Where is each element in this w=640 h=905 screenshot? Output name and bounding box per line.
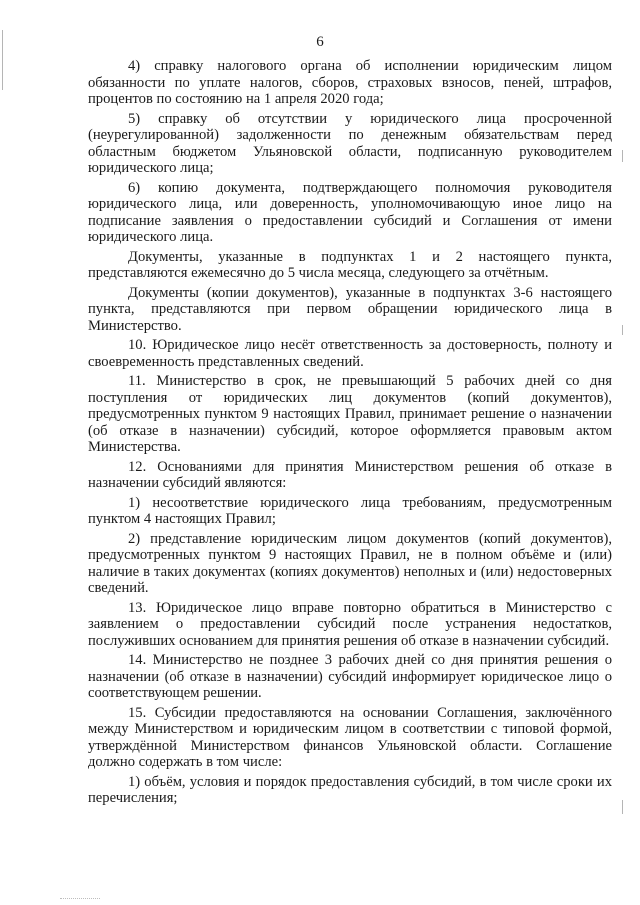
paragraph-item-6: 6) копию документа, подтверждающего полномочия руководителя юридического лица, или доверенность, уполномочивающую иное лицо на подписание заявления о предоставлении субсидий и Соглашения от имени юридического лица. bbox=[88, 179, 612, 245]
paragraph-clause-14: 14. Министерство не позднее 3 рабочих дней со дня принятия решения о назначении (об отказе в назначении) субсидий информирует юридическое лицо о соответствующем решении. bbox=[88, 652, 612, 701]
scan-edge-mark bbox=[2, 30, 3, 90]
paragraph-item-4: 4) справку налогового органа об исполнении юридическим лицом обязанности по уплате налогов, сборов, страховых взносов, пеней, штрафов, процентов по состоянию на 1 апреля 2020 года; bbox=[88, 58, 612, 107]
scan-edge-mark bbox=[622, 800, 623, 814]
paragraph-clause-15: 15. Субсидии предоставляются на основании Соглашения, заключённого между Министерством и юридическим лицом в соответствии с типовой формой, утверждённой Министерством финансов Ульяновской области. Соглашение должно содержать в том числе: bbox=[88, 704, 612, 770]
scan-speck bbox=[60, 898, 100, 901]
paragraph-item-5: 5) справку об отсутствии у юридического лица просроченной (неурегулированной) задолженности по денежным обязательствам перед областным бюджетом Ульяновской области, подписанную руководителем юридического лица; bbox=[88, 110, 612, 176]
scan-edge-mark bbox=[622, 325, 623, 335]
paragraph-clause-13: 13. Юридическое лицо вправе повторно обратиться в Министерство с заявлением о предоставлении субсидий после устранения недостатков, послуживших основанием для принятия решения об отказе в назначении субсидий. bbox=[88, 599, 612, 649]
paragraph-clause-12-item-1: 1) несоответствие юридического лица требованиям, предусмотренным пунктом 4 настоящих Правил; bbox=[88, 494, 612, 527]
paragraph-clause-12: 12. Основаниями для принятия Министерством решения об отказе в назначении субсидий являются: bbox=[88, 458, 612, 491]
scan-edge-mark bbox=[622, 150, 623, 162]
paragraph-clause-11: 11. Министерство в срок, не превышающий 5 рабочих дней со дня поступления от юридических лиц документов (копий документов), предусмотренных пунктом 9 настоящих Правил, принимает решение о назначении (об отказе в назначении) субсидий, которое оформляется правовым актом Министерства. bbox=[88, 373, 612, 455]
document-body bbox=[88, 58, 612, 810]
paragraph-documents-first-time: Документы (копии документов), указанные в подпунктах 3-6 настоящего пункта, представляются при первом обращении юридического лица в Министерство. bbox=[88, 284, 612, 334]
page-number: 6 bbox=[316, 34, 324, 50]
paragraph-clause-15-item-1: 1) объём, условия и порядок предоставления субсидий, в том числе сроки их перечисления; bbox=[88, 773, 612, 806]
paragraph-clause-10: 10. Юридическое лицо несёт ответственность за достоверность, полноту и своевременность представленных сведений. bbox=[88, 337, 612, 370]
paragraph-clause-12-item-2: 2) представление юридическим лицом документов (копий документов), предусмотренных пунктом 9 настоящих Правил, не в полном объёме и (или) наличие в таких документах (копиях документов) неполных и (или) недостоверных сведений. bbox=[88, 530, 612, 596]
paragraph-documents-monthly: Документы, указанные в подпунктах 1 и 2 настоящего пункта, представляются ежемесячно до 5 числа месяца, следующего за отчётным. bbox=[88, 248, 612, 281]
